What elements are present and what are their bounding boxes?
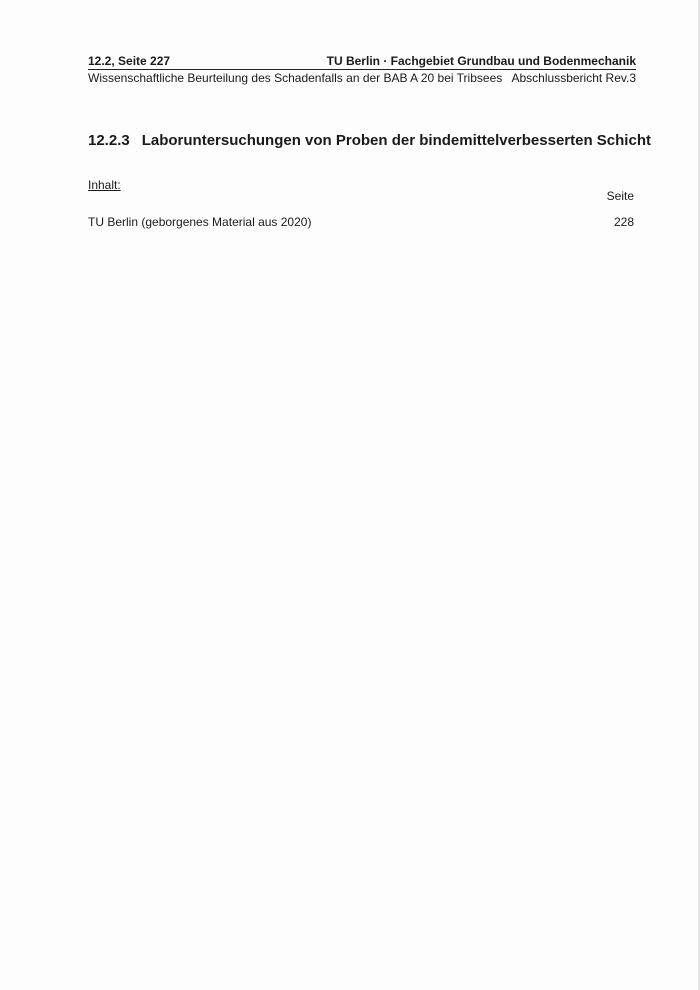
toc-label: Inhalt: — [88, 178, 121, 192]
toc-page-column-header: Seite — [606, 189, 634, 203]
toc-entry-title: TU Berlin (geborgenes Material aus 2020) — [88, 215, 312, 229]
header-report-title: Wissenschaftliche Beurteilung des Schadenfalls an der BAB A 20 bei Tribsees — [88, 71, 503, 85]
page-header — [88, 54, 636, 86]
header-sub-row — [88, 71, 636, 86]
header-report-revision: Abschlussbericht Rev.3 — [511, 71, 636, 85]
section-number: 12.2.3 — [88, 132, 130, 149]
header-page-ref: 12.2, Seite 227 — [88, 54, 171, 68]
section-title-text: Laboruntersuchungen von Proben der bindemittelverbesserten Schicht — [141, 132, 651, 149]
toc-entry — [88, 215, 634, 229]
header-top-row — [88, 54, 636, 70]
toc-entry-page: 228 — [613, 215, 634, 229]
section-heading — [88, 132, 651, 149]
header-institution: TU Berlin · Fachgebiet Grundbau und Bodenmechanik — [326, 54, 636, 68]
